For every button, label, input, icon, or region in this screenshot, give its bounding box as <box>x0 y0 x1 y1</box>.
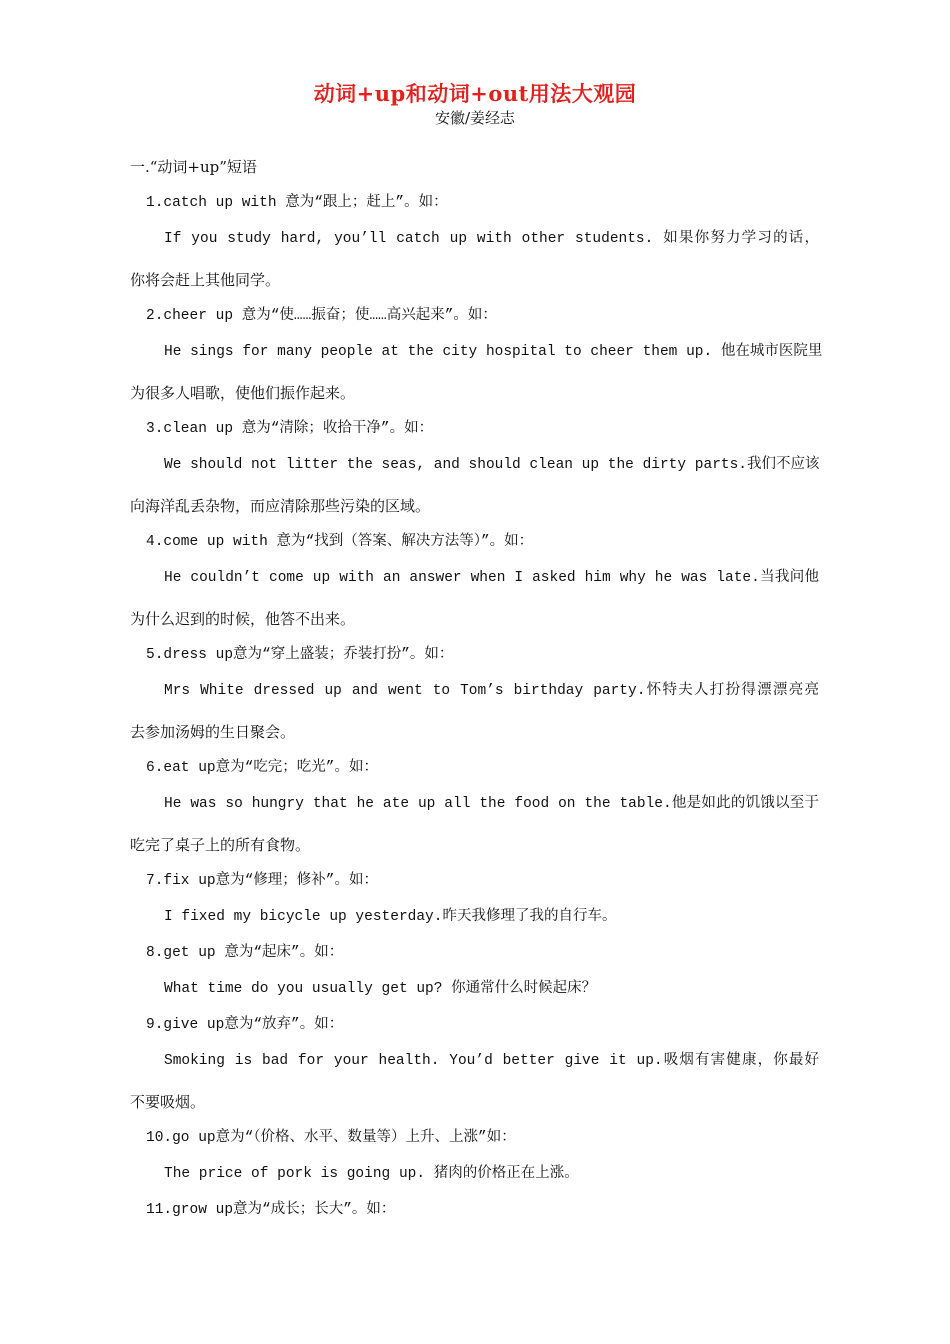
entry-heading: 4.come up with 意为“找到（答案、解决方法等）”。如： <box>146 534 534 550</box>
entry-heading: 3.clean up 意为“清除；收拾干净”。如： <box>146 421 434 437</box>
example-translation: 为什么迟到的时候，他答不出来。 <box>130 610 356 628</box>
document-title: 动词+up和动词+out用法大观园 <box>313 81 637 106</box>
example-sentence: He was so hungry that he ate up all the food on the table.他是如此的饥饿以至于 <box>164 796 819 812</box>
example-translation: 去参加汤姆的生日聚会。 <box>130 723 296 741</box>
entry-heading: 1.catch up with 意为“跟上；赶上”。如： <box>146 195 448 211</box>
example-translation: 为很多人唱歌，使他们振作起来。 <box>130 384 356 402</box>
example-translation: 向海洋乱丢杂物，而应清除那些污染的区域。 <box>130 497 431 515</box>
example-sentence: The price of pork is going up. 猪肉的价格正在上涨。 <box>164 1166 579 1182</box>
document-author: 安徽/姜经志 <box>434 109 516 127</box>
entry-heading: 8.get up 意为“起床”。如： <box>146 945 344 961</box>
example-sentence: If you study hard, you’ll catch up with other students. 如果你努力学习的话， <box>164 231 819 247</box>
example-sentence: He couldn’t come up with an answer when I asked him why he was late.当我问他 <box>164 570 819 586</box>
entry-heading: 10.go up意为“（价格、水平、数量等）上升、上涨”如： <box>146 1130 516 1146</box>
example-translation: 你将会赶上其他同学。 <box>130 271 281 289</box>
example-translation: 吃完了桌子上的所有食物。 <box>130 836 311 854</box>
example-sentence: Smoking is bad for your health. You’d better give it up.吸烟有害健康，你最好 <box>164 1053 819 1069</box>
example-sentence: We should not litter the seas, and should clean up the dirty parts.我们不应该 <box>164 457 820 473</box>
example-sentence: He sings for many people at the city hospital to cheer them up. 他在城市医院里 <box>164 344 823 360</box>
section-heading: 一.“动词+up”短语 <box>130 158 257 176</box>
example-sentence: What time do you usually get up? 你通常什么时候起床？ <box>164 981 597 997</box>
entry-heading: 2.cheer up 意为“使……振奋；使……高兴起来”。如： <box>146 308 497 324</box>
entry-heading: 6.eat up意为“吃完；吃光”。如： <box>146 760 379 776</box>
entry-heading: 7.fix up意为“修理；修补”。如： <box>146 873 379 889</box>
entry-heading: 5.dress up意为“穿上盛装；乔装打扮”。如： <box>146 647 454 663</box>
example-sentence: I fixed my bicycle up yesterday.昨天我修理了我的自行车。 <box>164 909 617 925</box>
entry-heading: 11.grow up意为“成长；长大”。如： <box>146 1202 396 1218</box>
entry-heading: 9.give up意为“放弃”。如： <box>146 1017 344 1033</box>
example-translation: 不要吸烟。 <box>130 1093 206 1111</box>
example-sentence: Mrs White dressed up and went to Tom’s birthday party.怀特夫人打扮得漂漂亮亮 <box>164 683 819 699</box>
